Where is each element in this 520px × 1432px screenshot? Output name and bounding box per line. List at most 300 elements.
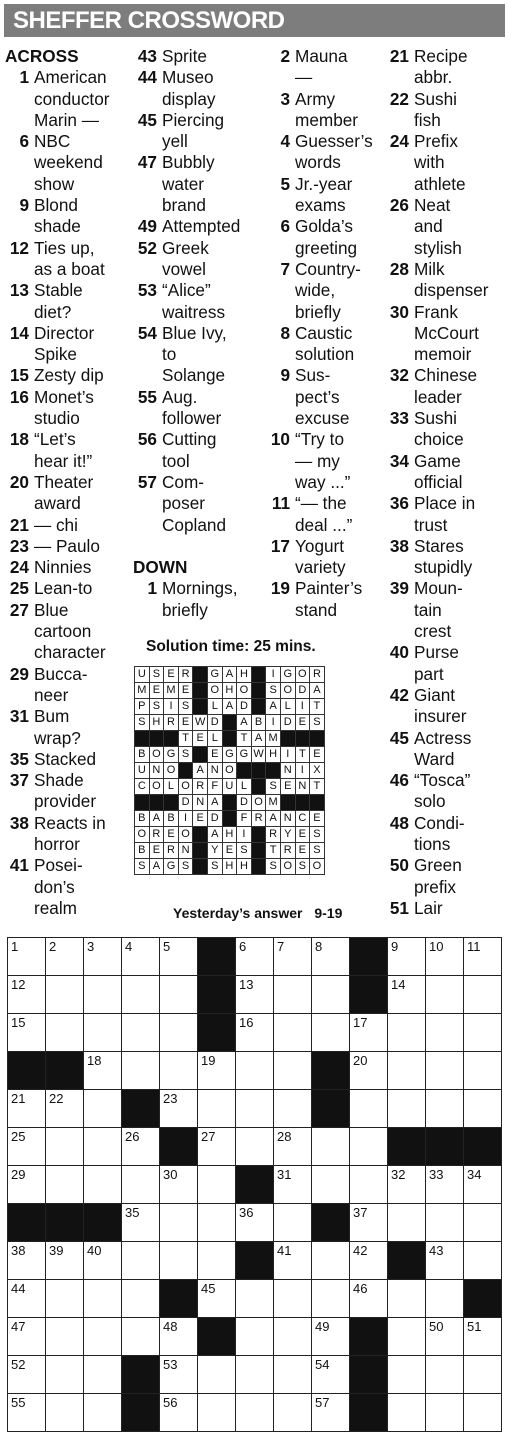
clue-number: 5 [280, 173, 290, 194]
grid-cell[interactable] [236, 1014, 274, 1052]
clue-item [5, 472, 109, 515]
clue-text [162, 323, 240, 387]
grid-cell[interactable] [388, 1204, 426, 1242]
grid-cell[interactable] [236, 1394, 274, 1432]
answer-cell: C [135, 779, 150, 795]
grid-cell[interactable] [426, 1166, 464, 1204]
answer-black-cell [251, 683, 266, 699]
answer-cell: H [237, 667, 252, 683]
grid-cell[interactable] [46, 1128, 84, 1166]
grid-cell[interactable] [46, 1280, 84, 1318]
grid-cell[interactable] [236, 976, 274, 1014]
clue-item [5, 387, 109, 430]
clue-item [5, 536, 109, 557]
grid-cell[interactable] [8, 1356, 46, 1394]
grid-cell[interactable] [84, 1052, 122, 1090]
answer-cell: E [310, 747, 325, 763]
grid-cell[interactable] [274, 1242, 312, 1280]
answer-cell: R [251, 811, 266, 827]
grid-cell[interactable] [274, 938, 312, 976]
black-square [8, 1052, 46, 1090]
clue-line: shade [34, 216, 81, 237]
cell-number: 1 [11, 939, 19, 954]
grid-cell[interactable] [84, 1166, 122, 1204]
clue-number: 21 [389, 46, 409, 66]
clue-line: “Try to [295, 429, 345, 450]
clue-number: 35 [9, 748, 29, 769]
grid-cell[interactable] [274, 1014, 312, 1052]
grid-cell[interactable] [464, 1014, 502, 1052]
grid-cell[interactable] [236, 1052, 274, 1090]
grid-cell[interactable] [426, 976, 464, 1014]
grid-cell[interactable] [198, 1356, 236, 1394]
grid-cell[interactable] [274, 1052, 312, 1090]
grid-cell[interactable] [274, 1204, 312, 1242]
grid-cell[interactable] [160, 1318, 198, 1356]
grid-cell[interactable] [84, 1318, 122, 1356]
grid-cell[interactable] [84, 1014, 122, 1052]
grid-cell[interactable] [198, 1242, 236, 1280]
grid-cell[interactable] [84, 1394, 122, 1432]
grid-cell[interactable] [160, 1052, 198, 1090]
grid-cell[interactable] [426, 1204, 464, 1242]
grid-cell[interactable] [312, 1356, 350, 1394]
grid-cell[interactable] [464, 1242, 502, 1280]
clue-line: with [414, 152, 445, 173]
clue-line: Army [295, 88, 336, 109]
clue-text [162, 67, 240, 110]
grid-cell[interactable] [388, 1090, 426, 1128]
grid-cell[interactable] [388, 1280, 426, 1318]
clue-text [162, 387, 240, 430]
grid-cell[interactable] [84, 1128, 122, 1166]
grid-cell[interactable] [274, 1090, 312, 1128]
clue-text [34, 536, 109, 557]
grid-cell[interactable] [426, 1394, 464, 1432]
answer-cell: M [266, 731, 281, 747]
answer-black-cell [149, 731, 164, 747]
cell-number: 37 [353, 1205, 368, 1220]
cell-number: 3 [87, 939, 95, 954]
grid-cell[interactable] [350, 1166, 388, 1204]
grid-cell[interactable] [312, 1318, 350, 1356]
clue-line: Bubbly [162, 152, 215, 173]
clue-text [295, 46, 373, 89]
grid-cell[interactable] [426, 1090, 464, 1128]
grid-cell[interactable] [312, 938, 350, 976]
grid-cell[interactable] [426, 1242, 464, 1280]
grid-cell[interactable] [350, 1052, 388, 1090]
grid-cell[interactable] [198, 1204, 236, 1242]
cell-number: 34 [467, 1167, 482, 1182]
grid-cell[interactable] [236, 938, 274, 976]
clue-line: award [34, 493, 81, 514]
grid-cell[interactable] [274, 1280, 312, 1318]
clue-number: 2 [280, 46, 290, 66]
grid-cell[interactable] [464, 1166, 502, 1204]
clue-column-4 [385, 46, 489, 919]
clue-line: Prefix [414, 131, 458, 152]
answer-cell: T [310, 699, 325, 715]
clue-number: 21 [9, 514, 29, 535]
clue-line: studio [34, 408, 80, 429]
grid-cell[interactable] [312, 1128, 350, 1166]
grid-cell[interactable] [160, 1166, 198, 1204]
grid-cell[interactable] [198, 1166, 236, 1204]
grid-cell[interactable] [122, 1166, 160, 1204]
grid-cell[interactable] [274, 1394, 312, 1432]
answer-cell: M [135, 683, 150, 699]
clue-number: 54 [137, 322, 157, 343]
grid-cell[interactable] [464, 1090, 502, 1128]
answer-cell: S [149, 667, 164, 683]
grid-cell[interactable] [464, 976, 502, 1014]
grid-cell[interactable] [8, 1394, 46, 1432]
answer-cell: O [164, 763, 179, 779]
grid-cell[interactable] [8, 976, 46, 1014]
answer-cell: E [295, 715, 310, 731]
grid-cell[interactable] [274, 1318, 312, 1356]
grid-cell[interactable] [388, 1318, 426, 1356]
clue-item [5, 706, 109, 749]
grid-cell[interactable] [388, 938, 426, 976]
grid-cell[interactable] [388, 1166, 426, 1204]
grid-cell[interactable] [84, 1280, 122, 1318]
answer-cell: A [222, 667, 237, 683]
clue-text [162, 238, 240, 281]
clue-number: 49 [137, 216, 157, 237]
answer-cell: X [310, 763, 325, 779]
clue-line: exams [295, 195, 346, 216]
grid-cell[interactable] [350, 1090, 388, 1128]
clue-text [162, 578, 240, 621]
clue-text [414, 578, 489, 642]
answer-cell: A [193, 763, 208, 779]
answer-cell: S [237, 843, 252, 859]
clue-text [295, 216, 373, 259]
grid-cell[interactable] [122, 1204, 160, 1242]
answer-cell: B [164, 811, 179, 827]
clue-line: don’s [34, 876, 75, 897]
grid-cell[interactable] [312, 1394, 350, 1432]
clue-line: Game [414, 450, 461, 471]
clue-text [34, 600, 109, 664]
cell-number: 32 [391, 1167, 406, 1182]
grid-cell[interactable] [236, 1318, 274, 1356]
grid-cell[interactable] [46, 1356, 84, 1394]
clue-item [385, 813, 489, 856]
grid-cell[interactable] [426, 1318, 464, 1356]
grid-cell[interactable] [236, 1090, 274, 1128]
black-square [350, 938, 388, 976]
clue-number: 7 [280, 258, 290, 279]
grid-cell[interactable] [350, 1128, 388, 1166]
clue-item [133, 472, 240, 536]
clue-text [34, 429, 109, 472]
clue-item [385, 770, 489, 813]
clue-line: Actress [414, 727, 472, 748]
grid-cell[interactable] [160, 976, 198, 1014]
grid-cell[interactable] [84, 976, 122, 1014]
cell-number: 50 [429, 1319, 444, 1334]
grid-cell[interactable] [464, 1318, 502, 1356]
clue-line: leader [414, 386, 462, 407]
grid-cell[interactable] [236, 1128, 274, 1166]
clue-item [5, 664, 109, 707]
grid-cell[interactable] [160, 1014, 198, 1052]
clue-column-3 [266, 46, 373, 621]
clue-line: tions [414, 833, 451, 854]
grid-cell[interactable] [160, 1242, 198, 1280]
answer-cell: T [295, 747, 310, 763]
grid-cell[interactable] [236, 1356, 274, 1394]
grid-cell[interactable] [426, 1280, 464, 1318]
answer-row [135, 715, 325, 731]
clue-number: 22 [389, 88, 409, 109]
clue-line: neer [34, 684, 69, 705]
clue-line: Marin — [34, 109, 99, 130]
grid-cell[interactable] [388, 1052, 426, 1090]
grid-cell[interactable] [426, 1356, 464, 1394]
answer-cell: R [164, 843, 179, 859]
clue-item [5, 578, 109, 599]
clue-line: cartoon [34, 621, 92, 642]
answer-cell: D [280, 715, 295, 731]
answer-cell: S [310, 715, 325, 731]
answer-cell: O [237, 683, 252, 699]
grid-cell[interactable] [464, 1052, 502, 1090]
cell-number: 56 [163, 1395, 178, 1410]
grid-cell[interactable] [312, 1242, 350, 1280]
answer-cell: A [207, 827, 222, 843]
clue-item [5, 515, 109, 536]
grid-cell[interactable] [8, 1014, 46, 1052]
answer-row [135, 843, 325, 859]
grid-cell[interactable] [8, 938, 46, 976]
answer-cell: R [310, 667, 325, 683]
clue-number: 13 [9, 280, 29, 301]
grid-cell[interactable] [8, 1166, 46, 1204]
grid-cell[interactable] [8, 1090, 46, 1128]
clue-number: 39 [389, 578, 409, 599]
clue-item [266, 365, 373, 429]
solution-time: Solution time: 25 mins. [146, 638, 316, 655]
grid-cell[interactable] [84, 938, 122, 976]
answer-cell: D [178, 795, 193, 811]
grid-cell[interactable] [274, 1128, 312, 1166]
grid-cell[interactable] [46, 1318, 84, 1356]
across-header: ACROSS [5, 46, 79, 66]
answer-black-cell [193, 683, 208, 699]
clue-line: stand [295, 599, 338, 620]
grid-cell[interactable] [198, 1090, 236, 1128]
grid-cell[interactable] [464, 1394, 502, 1432]
answer-cell: S [178, 699, 193, 715]
cell-number: 15 [11, 1015, 26, 1030]
answer-cell: U [135, 667, 150, 683]
grid-cell[interactable] [46, 1090, 84, 1128]
clue-item [5, 429, 109, 472]
cell-number: 30 [163, 1167, 178, 1182]
answer-cell: T [237, 731, 252, 747]
grid-cell[interactable] [46, 1242, 84, 1280]
clue-line: Museo [162, 67, 214, 88]
clue-number: 8 [280, 322, 290, 343]
grid-cell[interactable] [464, 1356, 502, 1394]
answer-cell: B [135, 843, 150, 859]
grid-cell[interactable] [426, 1052, 464, 1090]
grid-cell[interactable] [8, 1242, 46, 1280]
black-square [426, 1128, 464, 1166]
cell-number: 11 [467, 939, 481, 954]
grid-cell[interactable] [274, 976, 312, 1014]
grid-cell[interactable] [198, 1394, 236, 1432]
grid-cell[interactable] [84, 1090, 122, 1128]
grid-cell[interactable] [122, 938, 160, 976]
grid-cell[interactable] [350, 1242, 388, 1280]
grid-row [8, 1394, 502, 1432]
answer-cell: T [310, 779, 325, 795]
answer-cell: G [207, 667, 222, 683]
clue-number: 10 [270, 429, 290, 450]
answer-cell: E [178, 715, 193, 731]
grid-cell[interactable] [8, 1128, 46, 1166]
answer-cell: S [207, 859, 222, 875]
grid-cell[interactable] [122, 1242, 160, 1280]
clue-item [133, 387, 240, 430]
clue-item [266, 46, 373, 89]
grid-cell[interactable] [122, 1052, 160, 1090]
grid-cell[interactable] [388, 1356, 426, 1394]
clue-item [266, 429, 373, 493]
grid-cell[interactable] [236, 1280, 274, 1318]
grid-cell[interactable] [122, 1128, 160, 1166]
answer-cell: I [266, 715, 281, 731]
grid-row [8, 1090, 502, 1128]
clue-line: official [414, 471, 463, 492]
grid-cell[interactable] [122, 1280, 160, 1318]
clue-line: — [295, 67, 313, 88]
clue-column-2 [133, 46, 240, 621]
black-square [122, 1394, 160, 1432]
clue-item [5, 323, 109, 366]
clue-line: Piercing [162, 109, 225, 130]
grid-cell[interactable] [426, 938, 464, 976]
answer-cell: E [193, 731, 208, 747]
clue-line: Guesser’s [295, 131, 373, 152]
clue-number: 18 [9, 429, 29, 450]
answer-black-cell [193, 667, 208, 683]
answer-cell: I [178, 811, 193, 827]
cell-number: 31 [277, 1167, 292, 1182]
clue-number: 44 [137, 67, 157, 88]
grid-cell[interactable] [464, 938, 502, 976]
grid-cell[interactable] [160, 938, 198, 976]
answer-cell: R [149, 827, 164, 843]
cell-number: 21 [11, 1091, 26, 1106]
black-square [198, 976, 236, 1014]
grid-cell[interactable] [160, 1090, 198, 1128]
grid-cell[interactable] [8, 1318, 46, 1356]
grid-cell[interactable] [198, 1128, 236, 1166]
answer-cell: N [295, 779, 310, 795]
clue-line: conductor [34, 88, 110, 109]
clue-line: as a boat [34, 258, 105, 279]
grid-cell[interactable] [464, 1204, 502, 1242]
grid-cell[interactable] [160, 1356, 198, 1394]
grid-cell[interactable] [84, 1356, 122, 1394]
answer-black-cell [193, 827, 208, 843]
grid-cell[interactable] [46, 1014, 84, 1052]
cell-number: 35 [125, 1205, 140, 1220]
grid-cell[interactable] [312, 1166, 350, 1204]
grid-cell[interactable] [388, 1014, 426, 1052]
grid-cell[interactable] [274, 1356, 312, 1394]
grid-cell[interactable] [84, 1242, 122, 1280]
answer-cell: G [164, 747, 179, 763]
clue-line: greeting [295, 237, 358, 258]
grid-cell[interactable] [426, 1014, 464, 1052]
cell-number: 4 [125, 939, 133, 954]
grid-cell[interactable] [350, 1280, 388, 1318]
clue-number: 47 [137, 152, 157, 173]
clue-line: tool [162, 450, 190, 471]
clue-line: character [34, 642, 106, 663]
grid-cell[interactable] [312, 1014, 350, 1052]
clue-item [385, 131, 489, 195]
answer-cell: E [295, 843, 310, 859]
grid-cell[interactable] [46, 1166, 84, 1204]
grid-cell[interactable] [122, 1014, 160, 1052]
grid-cell[interactable] [312, 976, 350, 1014]
grid-cell[interactable] [274, 1166, 312, 1204]
grid-cell[interactable] [46, 938, 84, 976]
grid-cell[interactable] [236, 1204, 274, 1242]
clue-text [162, 110, 240, 153]
answer-cell: U [222, 779, 237, 795]
clue-number: 56 [137, 429, 157, 450]
clue-number: 36 [389, 493, 409, 514]
black-square [312, 1090, 350, 1128]
grid-cell[interactable] [122, 976, 160, 1014]
clue-text [295, 429, 373, 493]
answer-black-cell [193, 843, 208, 859]
cell-number: 46 [353, 1281, 368, 1296]
answer-cell: T [178, 731, 193, 747]
answer-black-cell [310, 795, 325, 811]
grid-cell[interactable] [8, 1280, 46, 1318]
grid-row [8, 1166, 502, 1204]
clue-line: Purse [414, 642, 459, 663]
grid-cell[interactable] [388, 1394, 426, 1432]
clue-line: diet? [34, 301, 72, 322]
grid-cell[interactable] [46, 976, 84, 1014]
grid-cell[interactable] [350, 1014, 388, 1052]
grid-cell[interactable] [122, 1318, 160, 1356]
grid-cell[interactable] [160, 1204, 198, 1242]
grid-cell[interactable] [46, 1394, 84, 1432]
grid-cell[interactable] [388, 976, 426, 1014]
grid-cell[interactable] [350, 1204, 388, 1242]
clue-line: Mornings, [162, 578, 238, 599]
clue-line: Theater [34, 471, 94, 492]
grid-cell[interactable] [312, 1280, 350, 1318]
grid-cell[interactable] [160, 1394, 198, 1432]
answer-cell: E [207, 747, 222, 763]
grid-cell[interactable] [198, 1280, 236, 1318]
grid-cell[interactable] [198, 1052, 236, 1090]
clue-line: Attempted [162, 216, 241, 237]
